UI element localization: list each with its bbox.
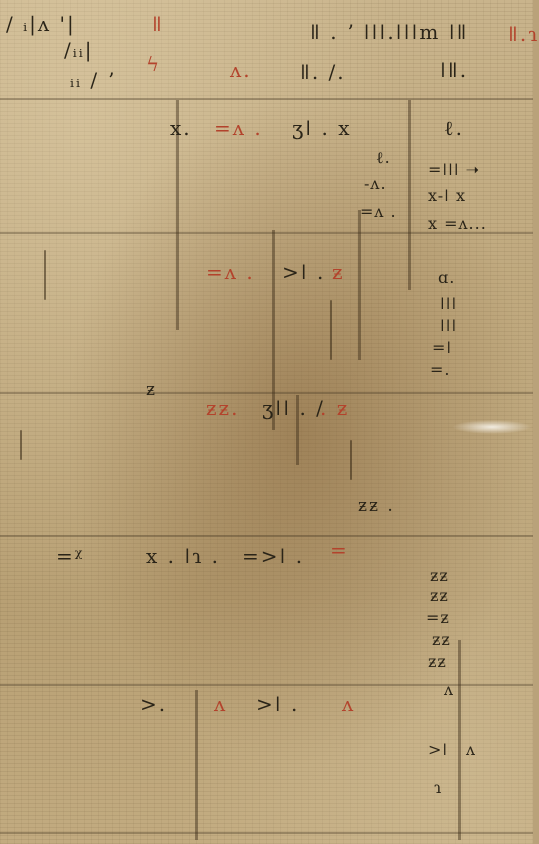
text-line: ʌ	[466, 740, 477, 759]
crack-line	[195, 690, 198, 840]
text-line: . ƶ	[320, 396, 350, 420]
crack-line	[458, 640, 461, 840]
text-line: -ʌ.	[364, 174, 387, 193]
text-line: ʌ	[444, 680, 455, 699]
text-line: >ǀ .	[282, 260, 326, 284]
text-line: =ǀ	[432, 338, 453, 357]
text-line: ƶƶ	[432, 630, 451, 649]
text-line: >.	[140, 692, 168, 716]
crack-line	[358, 210, 361, 360]
text-line: ƶ	[332, 260, 345, 284]
text-line: x . ǀɿ .	[146, 544, 221, 568]
fiber-line	[0, 832, 533, 834]
text-line: ǁ. /.	[300, 60, 346, 84]
text-line: ǀǀǀ	[440, 316, 458, 335]
text-line: ℓ.	[444, 116, 464, 140]
crack-mark	[44, 250, 46, 300]
crack-mark	[20, 430, 22, 460]
text-line: =ᵡ	[56, 544, 85, 568]
text-line: =.	[430, 360, 451, 379]
crack-mark	[330, 300, 332, 360]
text-line: ᵢᵢ / ʼ	[70, 68, 116, 92]
text-line: ɑ.	[438, 268, 456, 287]
text-line: ʌ	[214, 692, 228, 716]
text-line: ƶƶ	[428, 652, 447, 671]
text-line: ƶƶ	[430, 566, 449, 585]
fiber-line	[0, 535, 533, 537]
text-line: =	[330, 538, 349, 562]
text-line: ʒǀ . x	[292, 116, 352, 140]
text-line: ʒǀǀ . /	[262, 396, 325, 420]
text-line: >ǀ	[428, 740, 449, 759]
text-line: =ʌ .	[360, 202, 397, 221]
text-line: ƶƶ .	[358, 496, 395, 516]
text-line: ǀǁ.	[440, 58, 469, 82]
text-line: ʌ.	[230, 58, 252, 82]
text-line: ʌ	[342, 692, 356, 716]
text-line: ǁ.ɿ	[508, 22, 539, 46]
text-line: >ǀ .	[256, 692, 300, 716]
text-line: ɿ	[434, 778, 443, 797]
text-line: x.	[170, 116, 192, 140]
text-line: ǀǀǀ	[440, 294, 458, 313]
text-line: =ʌ .	[206, 260, 255, 284]
text-line: ϟ	[146, 52, 162, 76]
text-line: ƶƶ	[430, 586, 449, 605]
text-line: =>ǀ .	[242, 544, 305, 568]
text-line: x-ǀ x	[428, 186, 466, 205]
text-line: / ᵢ|ʌ '|	[6, 12, 76, 36]
light-reflection	[452, 420, 532, 434]
text-line: =ʌ .	[214, 116, 263, 140]
text-line: ǁ	[152, 12, 164, 36]
fiber-line	[0, 98, 533, 100]
text-line: ƶƶ.	[206, 396, 240, 420]
text-line: =ƶ	[426, 608, 450, 627]
text-line: ƶ	[146, 380, 157, 400]
text-line: ℓ.	[376, 148, 391, 167]
text-line: /ᵢᵢ|	[64, 38, 94, 62]
text-line: =ǀǀǀ ➝	[428, 160, 481, 179]
fiber-line	[0, 392, 533, 394]
text-line: x =ʌ...	[428, 214, 487, 233]
crack-mark	[350, 440, 352, 480]
crack-line	[408, 100, 411, 290]
text-line: ǁ . ʼ ǀǀǀ.ǀǀǀm ǀǁ	[310, 20, 469, 44]
